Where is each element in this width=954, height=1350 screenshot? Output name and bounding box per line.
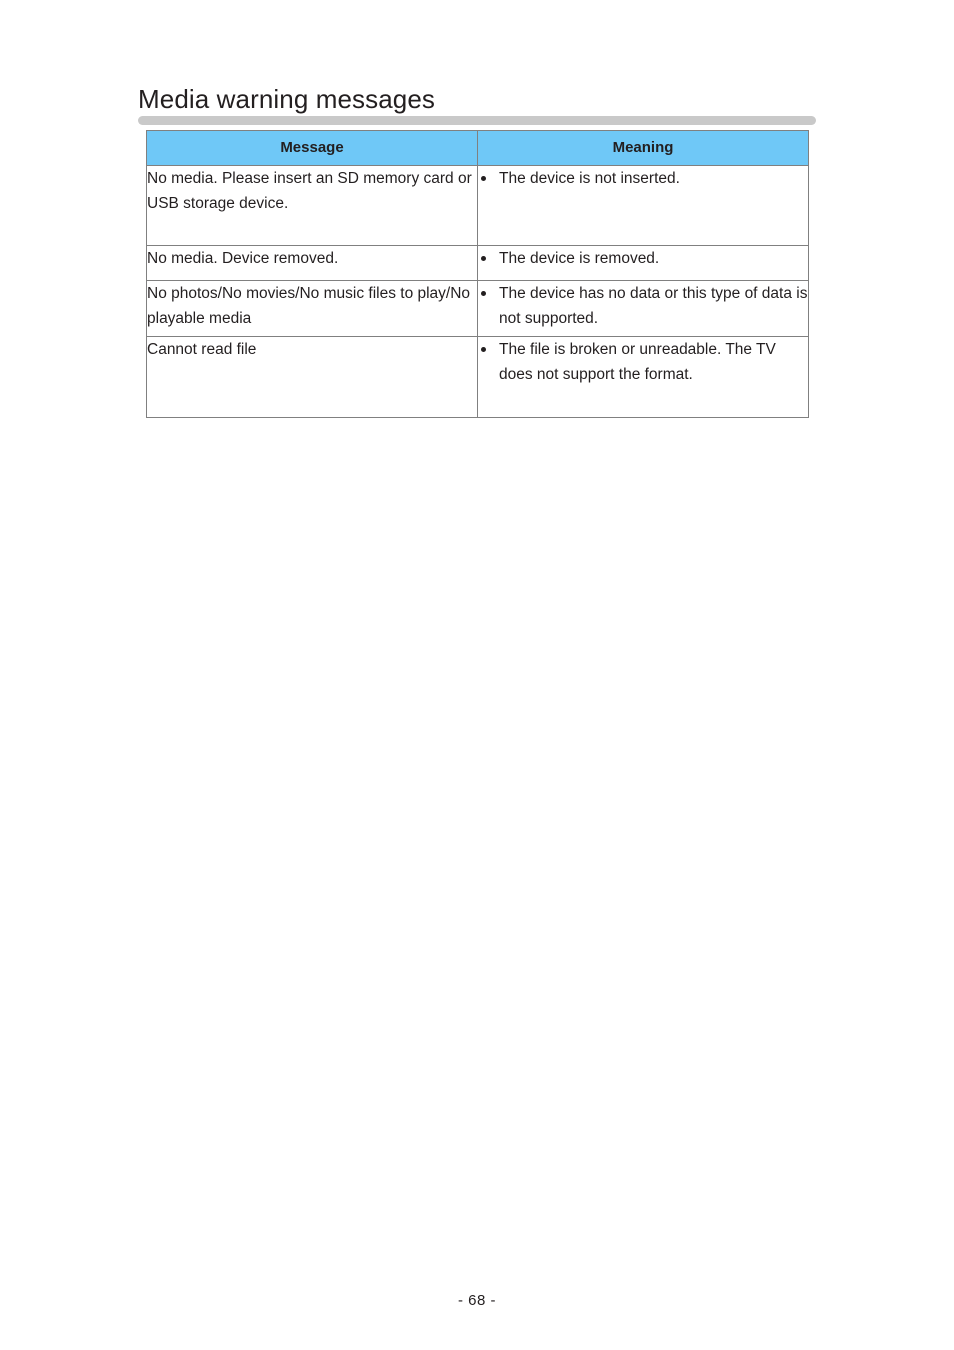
media-warning-messages-table xyxy=(146,130,809,418)
table-row xyxy=(147,246,809,281)
cell-meaning xyxy=(478,246,809,281)
meaning-bullet-list xyxy=(478,166,808,191)
cell-message: No photos/No movies/No music files to play/No playable media xyxy=(147,281,478,337)
list-item-text: The device is not inserted. xyxy=(499,170,680,187)
bullet-icon xyxy=(481,347,486,352)
cell-message: No media. Please insert an SD memory card or USB storage device. xyxy=(147,166,478,246)
meaning-bullet-list xyxy=(478,246,808,271)
bullet-icon xyxy=(481,176,486,181)
cell-meaning xyxy=(478,337,809,418)
page-title: Media warning messages xyxy=(138,84,436,114)
column-header-meaning: Meaning xyxy=(478,131,809,166)
list-item-text: The device has no data or this type of data is not supported. xyxy=(499,285,808,327)
cell-meaning xyxy=(478,281,809,337)
column-header-message: Message xyxy=(147,131,478,166)
list-item xyxy=(478,281,808,331)
list-item-text: The file is broken or unreadable. The TV does not support the format. xyxy=(499,341,776,383)
cell-message: No media. Device removed. xyxy=(147,246,478,281)
heading-underline-rule xyxy=(138,116,816,125)
table-header-row xyxy=(147,131,809,166)
list-item-text: The device is removed. xyxy=(499,250,660,267)
page-number: - 68 - xyxy=(457,1292,496,1309)
table-row xyxy=(147,281,809,337)
section-heading xyxy=(138,84,816,125)
table-body xyxy=(147,166,809,418)
table-header xyxy=(147,131,809,166)
table-row xyxy=(147,337,809,418)
cell-message: Cannot read file xyxy=(147,337,478,418)
bullet-icon xyxy=(481,256,486,261)
table-row xyxy=(147,166,809,246)
list-item xyxy=(478,166,808,191)
media-warning-table-wrapper xyxy=(146,130,808,418)
cell-meaning xyxy=(478,166,809,246)
meaning-bullet-list xyxy=(478,281,808,331)
meaning-bullet-list xyxy=(478,337,808,387)
bullet-icon xyxy=(481,291,486,296)
list-item xyxy=(478,337,808,387)
list-item xyxy=(478,246,808,271)
